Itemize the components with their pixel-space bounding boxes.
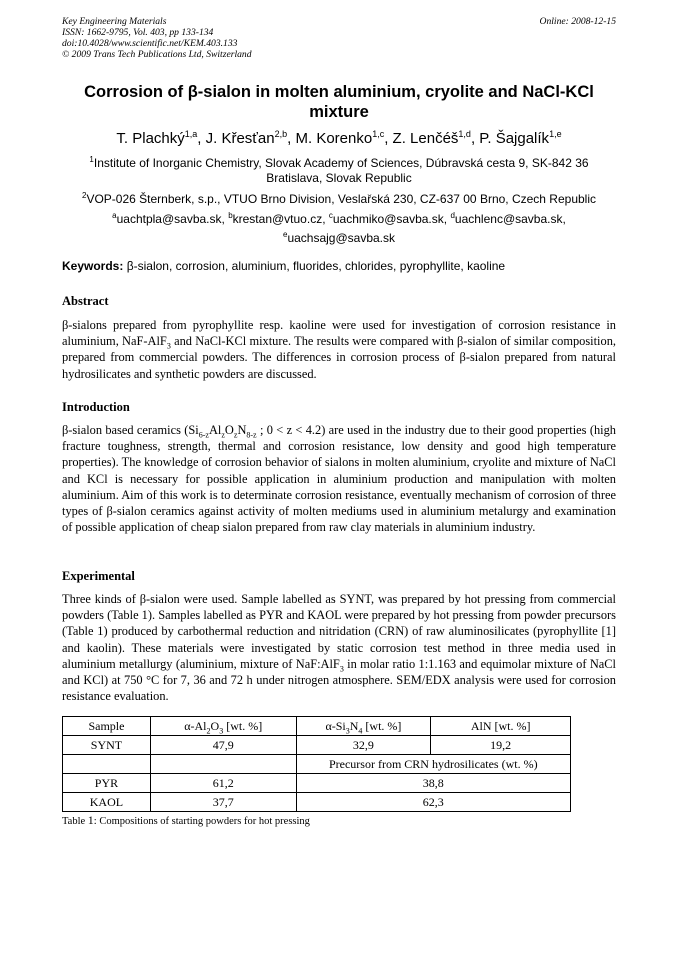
table-cell: Precursor from CRN hydrosilicates (wt. %): [296, 755, 570, 774]
table-row: [63, 774, 571, 793]
table-cell: KAOL: [63, 793, 151, 812]
table-header-row: [63, 717, 571, 736]
author: T. Plachký$^{1,a}$,: [116, 129, 206, 147]
table-cell: 62,3: [296, 793, 570, 812]
author: J. Křesťan$^{2,b}$,: [205, 129, 296, 147]
table-cell: [150, 755, 296, 774]
table-row: [63, 793, 571, 812]
email: $^d$uachlenc@savba.sk,: [450, 211, 566, 226]
experimental-heading: Experimental: [62, 569, 135, 583]
author: M. Korenko$^{1,c}$,: [295, 129, 393, 147]
affiliation-2: $^2$VOP-026 Šternberk, s.p., VTUO Brno Division, Veslařská 230, CZ-637 00 Brno, Czech Republic: [81, 191, 596, 206]
email: $^c$uachmiko@savba.sk,: [328, 211, 451, 226]
author-list: [62, 124, 616, 149]
keywords-label: Keywords:: [62, 259, 124, 273]
author: P. Šajgalík$^{1,e}$: [479, 129, 562, 147]
email: $^b$krestan@vtuo.cz,: [228, 211, 329, 226]
table-cell: SYNT: [63, 736, 151, 755]
table-cell: 37,7: [150, 793, 296, 812]
author-emails: [62, 208, 616, 246]
table-caption: Table 1: Compositions of starting powders for hot pressing: [62, 813, 310, 827]
email: $^a$uachtpla@savba.sk,: [112, 211, 229, 226]
abstract-heading: Abstract: [62, 294, 109, 308]
author: Z. Lenčéš$^{1,d}$,: [392, 129, 480, 147]
journal-issn: ISSN: 1662-9795, Vol. 403, pp 133-134: [62, 27, 214, 38]
keywords-text: β-sialon, corrosion, aluminium, fluorides, chlorides, pyrophyllite, kaoline: [126, 259, 506, 273]
paper-title: Corrosion of β-sialon in molten aluminium, cryolite and NaCl-KCl mixture: [84, 83, 594, 121]
table-cell: 47,9: [150, 736, 296, 755]
table-cell: 19,2: [431, 736, 571, 755]
email: $^e$uachsajg@savba.sk: [282, 230, 396, 245]
table-cell: 61,2: [150, 774, 296, 793]
introduction-text: β-sialon based ceramics ($Si_{6-z}Al_zO_zN_{8-z}$ ; 0 < z < 4.2) are used in the industry due to their good properties (high fracture toughness, strength, thermal and corrosion resistance, low density and good high temperature properties). The knowledge of corrosion behavior of sialons in molten aluminium, cryolite and mixture of NaCl and KCl is necessary for possible application in aluminium production and manipulation with molten aluminium. Aim of this work is to determinate corrosion resistance, eventually mechanism of corrosion of three types of β-sialon ceramics against activity of molten mediums used in aluminium metalurgy and examination of possible application of cheap sialon prepared from raw clay materials in aluminium industry.: [62, 423, 616, 535]
table-cell: [63, 755, 151, 774]
keywords: [62, 259, 616, 274]
journal-name: Key Engineering Materials: [62, 16, 167, 27]
online-date: Online: 2008-12-15: [539, 16, 616, 27]
journal-header: [62, 16, 616, 60]
table-row: [63, 736, 571, 755]
table-header-cell: $\alpha-Si_3N_4$ [wt. %]: [296, 717, 431, 736]
table-cell: 32,9: [296, 736, 431, 755]
abstract-text: β-sialons prepared from pyrophyllite resp. kaoline were used for investigation of corrosion resistance in aluminium, NaF-AlF$_3$ and NaCl-KCl mixture. The results were compared with β-sialon of similar composition, prepared from commercial powders. The differences in corrosion process of β-sialon prepared from natural hydrosilicates and synthetic powders are discussed.: [62, 318, 616, 381]
table-row: [63, 755, 571, 774]
table-header-cell: $\alpha-Al_2O_3$ [wt. %]: [150, 717, 296, 736]
table-cell: PYR: [63, 774, 151, 793]
table-header-cell: Sample: [63, 717, 151, 736]
introduction-heading: Introduction: [62, 400, 130, 414]
affiliation-1: $^1$Institute of Inorganic Chemistry, Slovak Academy of Sciences, Dúbravská cesta 9, SK-842 36 Bratislava, Slovak Republic: [89, 155, 589, 185]
experimental-text: Three kinds of β-sialon were used. Sample labelled as SYNT, was prepared by hot pressing from commercial powders (Table 1). Samples labelled as PYR and KAOL were prepared by hot pressing from powder precursors (Table 1) produced by carbothermal reduction and nitridation (CRN) of raw aluminosilicates (pyrophyllite [1] and kaolin). These materials were investigated by static corrosion test method in three media used in aluminium metallurgy (aluminium, mixture of NaF:AlF$_3$ in molar ratio 1:1.163 and equimolar mixture of NaCl and KCl) at 750 °C for 7, 36 and 72 h under nitrogen atmosphere. SEM/EDX analysis were used for corrosion resistance evaluation.: [62, 592, 617, 704]
composition-table: [62, 716, 571, 812]
journal-copyright: © 2009 Trans Tech Publications Ltd, Switzerland: [62, 49, 252, 60]
table-cell: 38,8: [296, 774, 570, 793]
table-header-cell: AlN [wt. %]: [431, 717, 571, 736]
journal-doi: doi:10.4028/www.scientific.net/KEM.403.133: [62, 38, 238, 49]
